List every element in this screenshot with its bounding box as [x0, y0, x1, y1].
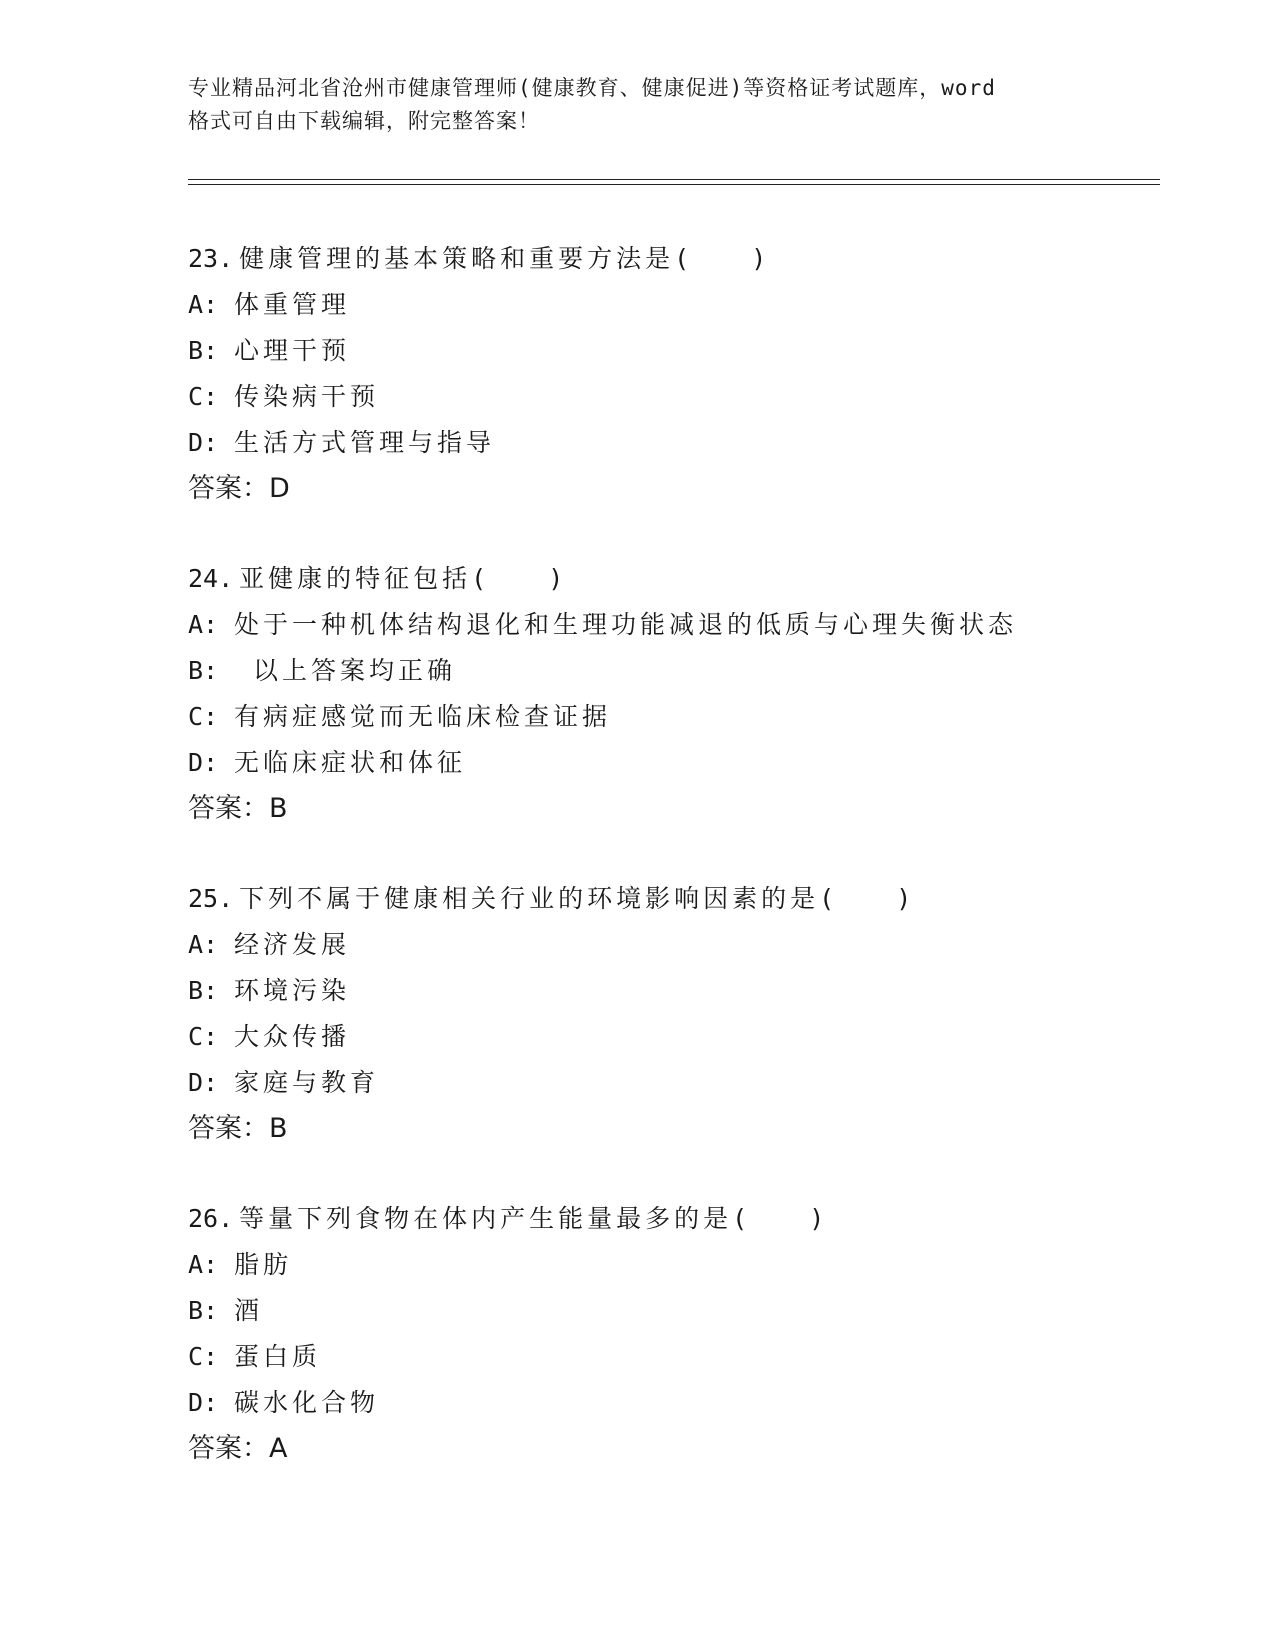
option-text: 家庭与教育 — [234, 1068, 380, 1097]
option-letter: C: — [188, 382, 219, 411]
option-a — [188, 1242, 1188, 1288]
option-d — [188, 1060, 1188, 1106]
question-stem — [188, 876, 1188, 922]
option-letter: B: — [188, 336, 219, 365]
option-c — [188, 1014, 1188, 1060]
question-number: 25. — [188, 884, 234, 913]
question-26 — [188, 1196, 1188, 1472]
header-line-2: 格式可自由下载编辑，附完整答案！ — [188, 109, 540, 133]
option-letter: A: — [188, 610, 219, 639]
option-text: 体重管理 — [234, 290, 351, 319]
question-text: 下列不属于健康相关行业的环境影响因素的是( ) — [239, 884, 916, 913]
option-letter: A: — [188, 1250, 219, 1279]
option-d — [188, 1380, 1188, 1426]
question-number: 23. — [188, 244, 234, 273]
option-text: 心理干预 — [234, 336, 351, 365]
question-text: 等量下列食物在体内产生能量最多的是( ) — [239, 1204, 829, 1233]
document-header — [188, 72, 1088, 138]
option-c — [188, 1334, 1188, 1380]
question-stem — [188, 236, 1188, 282]
answer-line: 答案：B — [188, 1113, 288, 1144]
header-divider-top — [188, 179, 1160, 180]
option-letter: C: — [188, 1022, 219, 1051]
option-text: 处于一种机体结构退化和生理功能减退的低质与心理失衡状态 — [234, 610, 1018, 639]
option-b — [188, 1288, 1188, 1334]
option-letter: D: — [188, 748, 219, 777]
question-list — [188, 236, 1188, 1516]
question-stem — [188, 556, 1188, 602]
question-text: 健康管理的基本策略和重要方法是( ) — [239, 244, 771, 273]
option-letter: B: — [188, 976, 219, 1005]
option-letter: D: — [188, 428, 219, 457]
option-text: 酒 — [234, 1296, 264, 1325]
option-c — [188, 694, 1188, 740]
option-letter: B: — [188, 656, 219, 685]
option-text: 有病症感觉而无临床检查证据 — [234, 702, 612, 731]
option-text: 生活方式管理与指导 — [234, 428, 496, 457]
option-text: 脂肪 — [234, 1250, 293, 1279]
answer-line: 答案：A — [188, 1433, 288, 1464]
option-letter: D: — [188, 1068, 219, 1097]
option-letter: D: — [188, 1388, 219, 1417]
option-text: 传染病干预 — [234, 382, 380, 411]
option-d — [188, 420, 1188, 466]
option-letter: B: — [188, 1296, 219, 1325]
option-text: 以上答案均正确 — [234, 656, 457, 685]
answer-line: 答案：D — [188, 473, 290, 504]
header-divider-bottom — [188, 184, 1160, 185]
option-text: 环境污染 — [234, 976, 351, 1005]
question-25 — [188, 876, 1188, 1152]
option-c — [188, 374, 1188, 420]
question-number: 26. — [188, 1204, 234, 1233]
option-a — [188, 602, 1188, 648]
header-line-1: 专业精品河北省沧州市健康管理师(健康教育、健康促进)等资格证考试题库，word — [188, 76, 996, 100]
option-letter: C: — [188, 1342, 219, 1371]
question-23 — [188, 236, 1188, 512]
option-text: 经济发展 — [234, 930, 351, 959]
answer-line: 答案：B — [188, 793, 288, 824]
question-stem — [188, 1196, 1188, 1242]
option-b — [188, 968, 1188, 1014]
option-a — [188, 282, 1188, 328]
option-text: 碳水化合物 — [234, 1388, 380, 1417]
option-text: 大众传播 — [234, 1022, 351, 1051]
option-text: 蛋白质 — [234, 1342, 322, 1371]
option-letter: A: — [188, 290, 219, 319]
option-letter: C: — [188, 702, 219, 731]
option-d — [188, 740, 1188, 786]
option-a — [188, 922, 1188, 968]
question-24 — [188, 556, 1188, 832]
option-b — [188, 648, 1188, 694]
question-number: 24. — [188, 564, 234, 593]
question-text: 亚健康的特征包括( ) — [239, 564, 568, 593]
option-text: 无临床症状和体征 — [234, 748, 467, 777]
option-letter: A: — [188, 930, 219, 959]
option-b — [188, 328, 1188, 374]
